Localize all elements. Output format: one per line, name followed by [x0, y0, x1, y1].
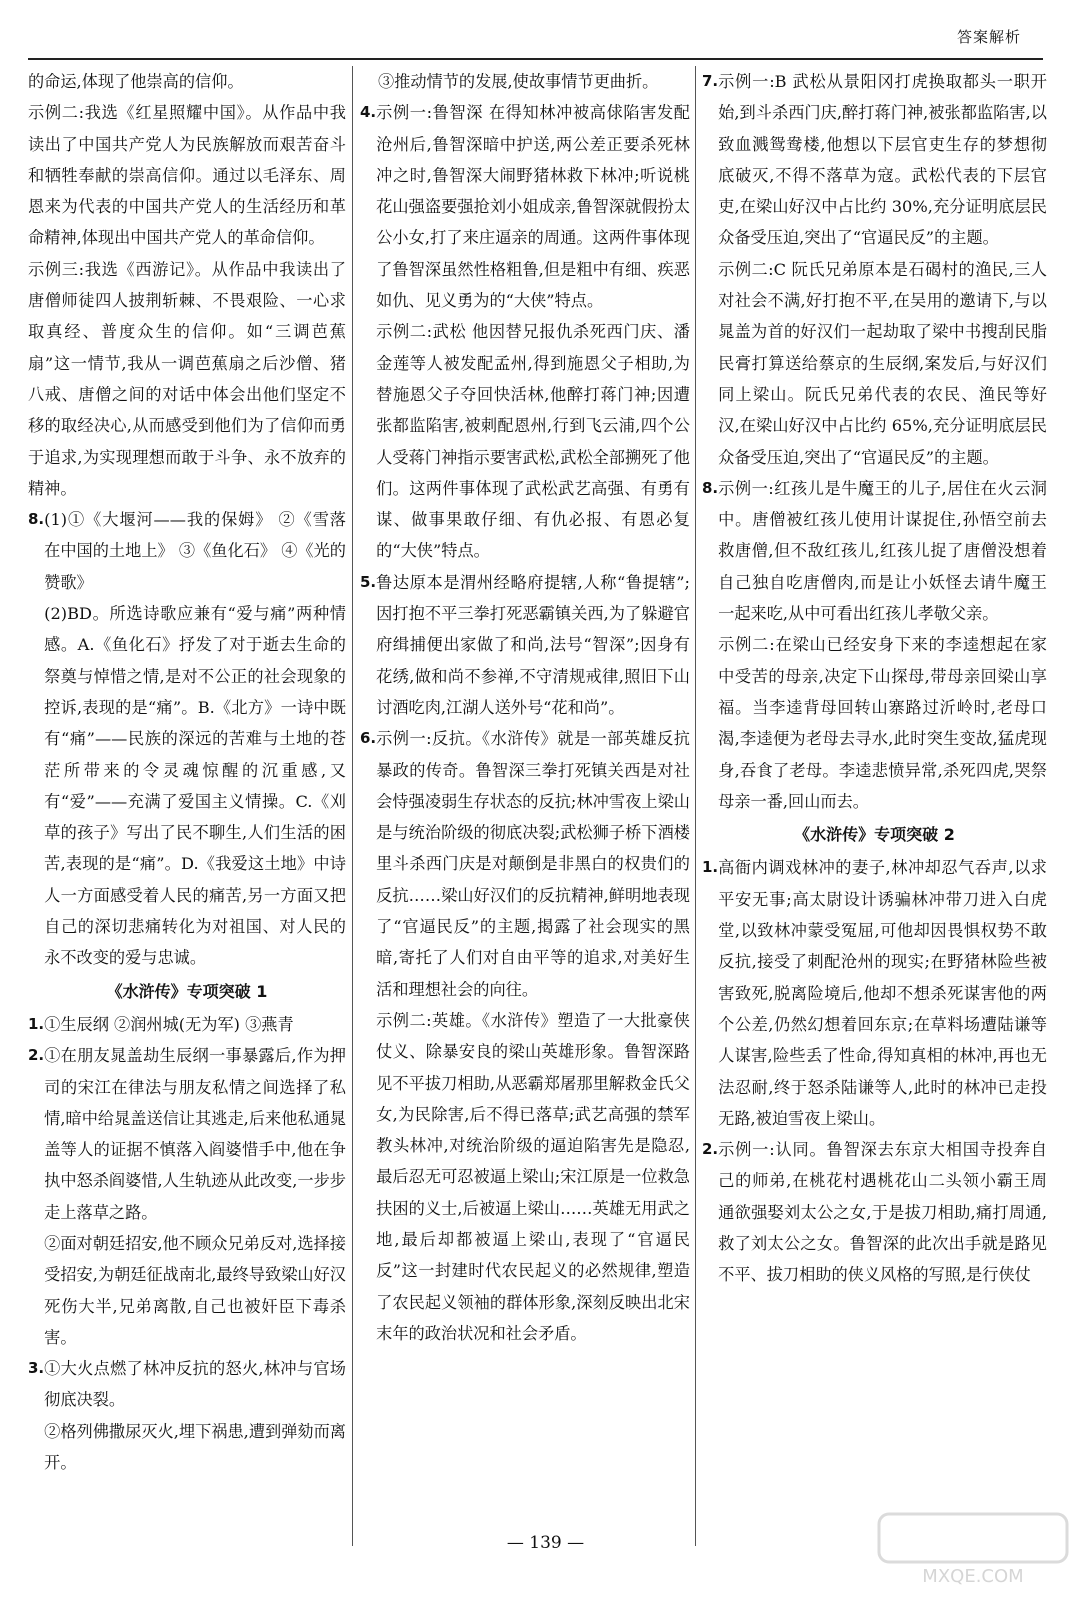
question-6	[360, 723, 690, 1349]
answer-text: 高衙内调戏林冲的妻子,林冲却忍气吞声,以求平安无事;高太尉设计诱骗林冲带刀进入白虎堂,以致林冲蒙受冤屈,可他却因畏惧权势不敢反抗,接受了刺配沧州的现实;在野猪林险些被害致死,脱离险境后,他却不想杀死谋害他的两个公差,仍然幻想着回东京;在草料场遭陆谦等人谋害,险些丢了性命,得知真相的林冲,再也无法忍耐,终于怒杀陆谦等人,此时的林冲已走投无路,被迫雪夜上梁山。	[718, 858, 1047, 1128]
answer-part: 示例一:反抗。《水浒传》就是一部英雄反抗暴政的传奇。鲁智深三拳打死镇关西是对社会恃强凌弱生存状态的反抗;林冲雪夜上梁山是与统治阶级的彻底决裂;武松狮子桥下酒楼里斗杀西门庆是对颠倒是非黑白的权贵们的反抗……梁山好汉们的反抗精神,鲜明地表现了“官逼民反”的主题,揭露了社会现实的黑暗,寄托了人们对自由平等的追求,对美好生活和理想社会的向往。	[376, 729, 690, 999]
section-title: 《水浒传》专项突破 1	[106, 981, 268, 1001]
question-number: 8.	[702, 478, 719, 497]
answer-part: 示例一:B 武松从景阳冈打虎换取都头一职开始,到斗杀西门庆,醉打蒋门神,被张都监陷害,以致血溅鸳鸯楼,他想以下层官吏生存的梦想彻底破灭,不得不落草为寇。武松代表的下层官吏,在梁山好汉中占比约 30%,充分证明底层民众备受压迫,突出了“官逼民反”的主题。	[718, 72, 1047, 248]
answer-part: 示例二:C 阮氏兄弟原本是石碣村的渔民,三人对社会不满,好打抱不平,在吴用的邀请下,与以晁盖为首的好汉们一起劫取了梁中书搜刮民脂民膏打算送给蔡京的生辰纲,案发后,与好汉们同上梁山。阮氏兄弟代表的农民、渔民等好汉,在梁山好汉中占比约 65%,充分证明底层民众备受压迫,突出了“官逼民反”的主题。	[718, 259, 1047, 467]
question-7	[702, 66, 1047, 473]
question-number: 6.	[360, 729, 377, 748]
question-1	[28, 1009, 346, 1040]
answer-part: 示例一:红孩儿是牛魔王的儿子,居住在火云洞中。唐僧被红孩儿使用计谋捉住,孙悟空前去救唐僧,但不敌红孩儿,红孩儿捉了唐僧没想着自己独自吃唐僧肉,而是让小妖怪去请牛魔王一起来吃,从中可看出红孩儿孝敬父亲。	[718, 478, 1047, 624]
answer-part: (2)BD。所选诗歌应兼有“爱与痛”两种情感。A.《鱼化石》抒发了对于逝去生命的祭奠与悼惜之情,是对不公正的社会现象的控诉,表现的是“痛”。B.《北方》一诗中既有“痛”——民族的深远的苦难与土地的苍茫所带来的令灵魂惊醒的沉重感,又有“爱”——充满了爱国主义情操。C.《刈草的孩子》写出了民不聊生,人们生活的困苦,表现的是“痛”。D.《我爱这土地》中诗人一方面感受着人民的痛苦,另一方面又把自己的深切悲痛转化为对祖国、对人民的永不改变的爱与忠诚。	[44, 604, 346, 968]
question-number: 2.	[702, 1140, 719, 1159]
paragraph: 示例三:我选《西游记》。从作品中我读出了唐僧师徒四人披荆斩棘、不畏艰险、一心求取真经、普度众生的信仰。如“三调芭蕉扇”这一情节,我从一调芭蕉扇之后沙僧、猪八戒、唐僧之间的对话中体会出他们坚定不移的取经决心,从而感受到他们为了信仰而勇于追求,为实现理想而敢于斗争、永不放弃的精神。	[28, 259, 346, 498]
answer-part: 示例二:武松 他因替兄报仇杀死西门庆、潘金莲等人被发配孟州,得到施恩父子相助,为替施恩父子夺回快活林,他醉打蒋门神;因遭张都监陷害,被刺配恩州,行到飞云浦,四个公人受蒋门神指示要害武松,武松全部搠死了他们。这两件事体现了武松武艺高强、有勇有谋、做事果敢仔细、有仇必报、有恩必复的“大侠”特点。	[376, 322, 690, 561]
page-header: 答案解析	[956, 28, 1021, 46]
question-number: 7.	[702, 72, 719, 90]
header-rule	[28, 58, 1043, 60]
answer-part: (1)①《大堰河——我的保姆》 ②《雪落在中国的土地上》 ③《鱼化石》 ④《光的赞歌》	[44, 510, 346, 592]
answer-text: 鲁达原本是渭州经略府提辖,人称“鲁提辖”;因打抱不平三拳打死恶霸镇关西,为了躲避官府缉捕便出家做了和尚,法号“智深”;因身有花绣,做和尚不参禅,不守清规戒律,照旧下山讨酒吃肉,江湖人送外号“花和尚”。	[376, 572, 690, 717]
question-8	[28, 504, 346, 973]
answer-part: ②面对朝廷招安,他不顾众兄弟反对,选择接受招安,为朝廷征战南北,最终导致梁山好汉死伤大半,兄弟离散,自己也被奸臣下毒杀害。	[44, 1233, 346, 1347]
question-number: 2.	[28, 1046, 45, 1065]
paragraph: ③推动情节的发展,使故事情节更曲折。	[378, 72, 659, 91]
question-number: 3.	[28, 1359, 45, 1378]
section2-question-2	[702, 1134, 1047, 1290]
question-3	[28, 1353, 346, 1478]
watermark-logo	[873, 1510, 1073, 1590]
page-number: — 139 —	[506, 1533, 585, 1553]
column-divider	[352, 66, 353, 1546]
paragraph: 的命运,体现了他崇高的信仰。	[28, 72, 244, 91]
column-divider	[695, 66, 696, 1546]
watermark-text: MXQE.COM	[922, 1566, 1024, 1587]
question-number: 1.	[28, 1014, 45, 1033]
question-8-right	[702, 473, 1047, 817]
column-right	[702, 66, 1047, 1546]
answer-part: 示例一:鲁智深 在得知林冲被高俅陷害发配沧州后,鲁智深暗中护送,两公差正要杀死林冲之时,鲁智深大闹野猪林救下林冲;听说桃花山强盗要强抢刘小姐成亲,鲁智深就假扮太公小女,打了来庄逼亲的周通。这两件事体现了鲁智深虽然性格粗鲁,但是粗中有细、疾恶如仇、见义勇为的“大侠”特点。	[376, 103, 690, 311]
question-number: 4.	[360, 103, 377, 122]
column-left	[28, 66, 346, 1546]
question-5	[360, 567, 690, 723]
section-title: 《水浒传》专项突破 2	[794, 825, 955, 845]
section2-question-1	[702, 852, 1047, 1134]
answer-part: 示例二:英雄。《水浒传》塑造了一大批豪侠仗义、除暴安良的梁山英雄形象。鲁智深路见不平拔刀相助,从恶霸郑屠那里解救金氏父女,为民除害,后不得已落草;武艺高强的禁军教头林冲,对统治阶级的逼迫陷害先是隐忍,最后忍无可忍被逼上梁山;宋江原是一位救急扶困的义士,后被逼上梁山……英雄无用武之地,最后却都被逼上梁山,表现了“官逼民反”这一封建时代农民起义的必然规律,塑造了农民起义领袖的群体形象,深刻反映出北宋末年的政治状况和社会矛盾。	[376, 1010, 690, 1343]
answer-part: ①大火点燃了林冲反抗的怒火,林冲与官场彻底决裂。	[44, 1359, 346, 1410]
question-number: 1.	[702, 858, 719, 877]
question-4	[360, 97, 690, 566]
paragraph: 示例二:我选《红星照耀中国》。从作品中我读出了中国共产党人为民族解放而艰苦奋斗和牺牲奉献的崇高信仰。通过以毛泽东、周恩来为代表的中国共产党人的生活经历和革命精神,体现出中国共产党人的革命信仰。	[28, 103, 346, 248]
answer-text: 示例一:认同。鲁智深去东京大相国寺投奔自己的师弟,在桃花村遇桃花山二头领小霸王周通欲强娶刘太公之女,于是拔刀相助,痛打周通,救了刘太公之女。鲁智深的此次出手就是路见不平、拔刀相助的侠义风格的写照,是行侠仗	[718, 1140, 1047, 1285]
answer-part: 示例二:在梁山已经安身下来的李逵想起在家中受苦的母亲,决定下山探母,带母亲回梁山享福。当李逵背母回转山寨路过沂岭时,老母口渴,李逵便为老母去寻水,此时突生变故,猛虎现身,吞食了老母。李逵悲愤异常,杀死四虎,哭祭母亲一番,回山而去。	[718, 635, 1047, 811]
answer-part: ②格列佛撒尿灭火,埋下祸患,遭到弹劾而离开。	[44, 1421, 346, 1473]
answer-text: ①生辰纲 ②润州城(无为军) ③燕青	[44, 1014, 294, 1034]
question-2	[28, 1040, 346, 1353]
question-number: 5.	[360, 572, 377, 591]
column-middle	[360, 66, 690, 1546]
answer-part: ①在朋友晁盖劫生辰纲一事暴露后,作为押司的宋江在律法与朋友私情之间选择了私情,暗中给晁盖送信让其逃走,后来他私通晁盖等人的证据不慎落入阎婆惜手中,他在争执中怒杀阎婆惜,人生轨迹从此改变,一步步走上落草之路。	[44, 1046, 346, 1222]
question-number: 8.	[28, 510, 45, 529]
